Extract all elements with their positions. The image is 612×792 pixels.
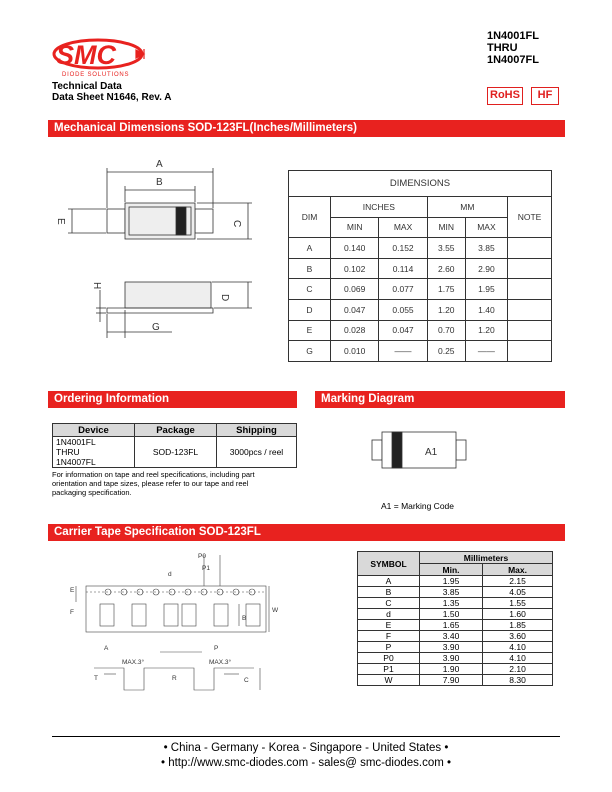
table-cell: B — [289, 258, 331, 279]
table-cell: 0.047 — [379, 320, 427, 341]
drawing-rect — [195, 209, 213, 233]
table-row — [358, 620, 553, 631]
package-value: SOD-123FL — [135, 437, 217, 468]
section-mechanical: Mechanical Dimensions SOD-123FL(Inches/Millimeters) — [48, 120, 565, 137]
table-cell — [508, 320, 552, 341]
drawing-div: packaging specification. — [52, 488, 132, 497]
mm-max: MAX — [465, 217, 507, 238]
table-cell: 0.25 — [427, 341, 465, 362]
dim-label-h: H — [91, 282, 102, 290]
drawing-rect — [392, 432, 402, 468]
tape-label-c: C — [244, 677, 249, 684]
table-cell: 1.85 — [483, 620, 553, 631]
tape-label-p0: P0 — [198, 553, 206, 560]
table-cell: 3.60 — [483, 631, 553, 642]
col-inches: INCHES — [331, 197, 428, 218]
table-cell — [508, 238, 552, 259]
table-cell: 1.75 — [427, 279, 465, 300]
table-cell: C — [289, 279, 331, 300]
table-row — [289, 258, 552, 279]
logo-text: SMC — [56, 40, 116, 70]
table-row — [289, 320, 552, 341]
table-row — [289, 279, 552, 300]
table-cell: A — [358, 576, 420, 587]
col-max: Max. — [483, 564, 553, 576]
footer-divider — [52, 736, 560, 737]
tech-line: Data Sheet N1646, Rev. A — [52, 92, 172, 103]
table-cell: 4.10 — [483, 642, 553, 653]
table-row — [358, 675, 553, 686]
logo-subtitle: DIODE SOLUTIONS — [62, 72, 130, 78]
dim-label-c: C — [231, 220, 242, 228]
table-cell: E — [358, 620, 420, 631]
drawing-div: For information on tape and reel specifications, including part — [52, 470, 255, 479]
ordering-table — [52, 423, 297, 468]
table-cell: 2.15 — [483, 576, 553, 587]
table-cell: 1.35 — [420, 598, 483, 609]
table-cell: 0.152 — [379, 238, 427, 259]
mechanical-drawing — [52, 150, 272, 350]
table-cell: 3.40 — [420, 631, 483, 642]
table-cell: P0 — [358, 653, 420, 664]
table-cell — [508, 341, 552, 362]
tape-label-b: B — [242, 615, 247, 622]
part-number-line: THRU — [487, 42, 518, 54]
table-cell: C — [358, 598, 420, 609]
tape-label-p1: P1 — [202, 565, 210, 572]
drawing-rect — [214, 604, 228, 626]
table-cell: 0.70 — [427, 320, 465, 341]
table-cell: 2.90 — [465, 258, 507, 279]
smc-logo — [48, 34, 158, 78]
table-cell: 2.10 — [483, 664, 553, 675]
drawing-g — [76, 555, 269, 690]
col-millimeters: Millimeters — [420, 552, 553, 564]
inches-min: MIN — [331, 217, 379, 238]
table-cell: D — [289, 299, 331, 320]
table-cell: d — [358, 609, 420, 620]
drawing-rect — [125, 282, 211, 308]
table-cell: P1 — [358, 664, 420, 675]
col-symbol: SYMBOL — [358, 552, 420, 576]
dim-label-e: E — [55, 218, 66, 225]
tape-label-e: E — [70, 587, 75, 594]
table-cell: 3.85 — [465, 238, 507, 259]
dim-label-g: G — [152, 322, 160, 333]
dim-label-d: D — [219, 294, 230, 302]
carrier-tape-drawing — [64, 550, 294, 710]
table-cell: 3.55 — [427, 238, 465, 259]
table-cell: W — [358, 675, 420, 686]
carrier-table — [357, 551, 553, 686]
table-cell: 1.90 — [420, 664, 483, 675]
part-numbers — [487, 30, 539, 66]
part-number-line: 1N4007FL — [487, 54, 539, 66]
section-ordering: Ordering Information — [48, 391, 297, 408]
table-row — [358, 598, 553, 609]
table-cell: E — [289, 320, 331, 341]
shipping-value: 3000pcs / reel — [217, 437, 297, 468]
table-cell: A — [289, 238, 331, 259]
col-device: Device — [53, 424, 135, 437]
mm-min: MIN — [427, 217, 465, 238]
table-row — [358, 642, 553, 653]
col-package: Package — [135, 424, 217, 437]
table-cell: P — [358, 642, 420, 653]
table-cell: 0.047 — [331, 299, 379, 320]
table-cell: 1.65 — [420, 620, 483, 631]
tape-label-angle: MAX.3° — [122, 659, 145, 666]
footer-locations: • China - Germany - Korea - Singapore - United States • — [163, 742, 449, 754]
table-cell: 4.05 — [483, 587, 553, 598]
tape-label-p: P — [214, 645, 219, 652]
dimensions-table — [288, 170, 552, 362]
table-cell: 0.010 — [331, 341, 379, 362]
table-row — [53, 437, 297, 468]
drawing-rect — [100, 604, 114, 626]
drawing-rect — [107, 209, 125, 233]
tape-label-angle: MAX.3° — [209, 659, 232, 666]
table-cell: 0.102 — [331, 258, 379, 279]
table-row — [358, 576, 553, 587]
col-dim: DIM — [289, 197, 331, 238]
table-cell — [508, 279, 552, 300]
drawing-g — [70, 553, 279, 684]
technical-data — [52, 81, 172, 103]
col-min: Min. — [420, 564, 483, 576]
drawing-rect — [456, 440, 466, 460]
table-cell: 3.90 — [420, 653, 483, 664]
ordering-note — [52, 470, 255, 497]
table-cell: F — [358, 631, 420, 642]
section-carrier: Carrier Tape Specification SOD-123FL — [48, 524, 565, 541]
drawing-g — [372, 432, 466, 468]
drawing-rect — [246, 604, 260, 626]
tape-label-t: T — [94, 675, 98, 682]
drawing-rect — [176, 207, 186, 235]
drawing-tr — [289, 197, 552, 218]
col-mm: MM — [427, 197, 507, 218]
tape-label-r: R — [172, 675, 177, 682]
marking-legend: A1 = Marking Code — [381, 501, 454, 511]
table-row — [289, 299, 552, 320]
dim-label-a: A — [156, 159, 163, 170]
table-cell: 1.95 — [420, 576, 483, 587]
table-cell: 3.85 — [420, 587, 483, 598]
table-cell: 0.028 — [331, 320, 379, 341]
drawing-rect — [372, 440, 382, 460]
table-cell: 1.40 — [465, 299, 507, 320]
table-row — [358, 631, 553, 642]
drawing-tr — [289, 171, 552, 197]
table-row — [289, 341, 552, 362]
table-cell: 4.10 — [483, 653, 553, 664]
marking-drawing — [370, 428, 480, 478]
table-cell: 2.60 — [427, 258, 465, 279]
drawing-div: orientation and tape sizes, please refer to our tape and reel — [52, 479, 249, 488]
table-cell: 7.90 — [420, 675, 483, 686]
tape-label-a: A — [104, 645, 109, 652]
tape-label-d: d — [168, 571, 172, 578]
table-cell: 8.30 — [483, 675, 553, 686]
table-cell — [508, 299, 552, 320]
table-row — [358, 587, 553, 598]
table-row — [289, 238, 552, 259]
marking-code: A1 — [425, 447, 438, 458]
table-cell: G — [289, 341, 331, 362]
device-line: THRU — [56, 447, 80, 457]
drawing-tr — [53, 424, 297, 437]
footer-contact[interactable]: • http://www.smc-diodes.com - sales@ smc-diodes.com • — [160, 757, 452, 769]
part-number-line: 1N4001FL — [487, 30, 539, 42]
col-shipping: Shipping — [217, 424, 297, 437]
tech-line: Technical Data — [52, 81, 122, 92]
table-cell: 3.90 — [420, 642, 483, 653]
table-cell: 1.20 — [427, 299, 465, 320]
device-line: 1N4007FL — [56, 457, 96, 467]
table-cell: 1.95 — [465, 279, 507, 300]
table-row — [358, 653, 553, 664]
dim-label-b: B — [156, 177, 163, 188]
table-cell: 1.50 — [420, 609, 483, 620]
col-note: NOTE — [508, 197, 552, 238]
table-cell: 1.20 — [465, 320, 507, 341]
table-cell — [53, 437, 135, 468]
drawing-rect — [182, 604, 196, 626]
table-cell: —— — [379, 341, 427, 362]
table-row — [358, 664, 553, 675]
table-row — [358, 609, 553, 620]
table-cell: 0.140 — [331, 238, 379, 259]
drawing-rect — [164, 604, 178, 626]
drawing-rect — [132, 604, 146, 626]
table-cell: 1.60 — [483, 609, 553, 620]
drawing-tr — [358, 552, 553, 564]
device-line: 1N4001FL — [56, 437, 96, 447]
table-cell: —— — [465, 341, 507, 362]
drawing-path — [107, 308, 213, 313]
table-cell: 1.55 — [483, 598, 553, 609]
table-cell: 0.114 — [379, 258, 427, 279]
table-cell: 0.077 — [379, 279, 427, 300]
rohs-badge: RoHS — [487, 87, 523, 105]
table-cell: B — [358, 587, 420, 598]
tape-label-f: F — [70, 609, 74, 616]
table-cell: 0.069 — [331, 279, 379, 300]
hf-badge: HF — [531, 87, 559, 105]
drawing-g — [68, 168, 252, 338]
inches-max: MAX — [379, 217, 427, 238]
dimensions-title: DIMENSIONS — [289, 171, 552, 197]
table-cell — [508, 258, 552, 279]
section-marking: Marking Diagram — [315, 391, 565, 408]
tape-label-w: W — [272, 607, 279, 614]
table-cell: 0.055 — [379, 299, 427, 320]
